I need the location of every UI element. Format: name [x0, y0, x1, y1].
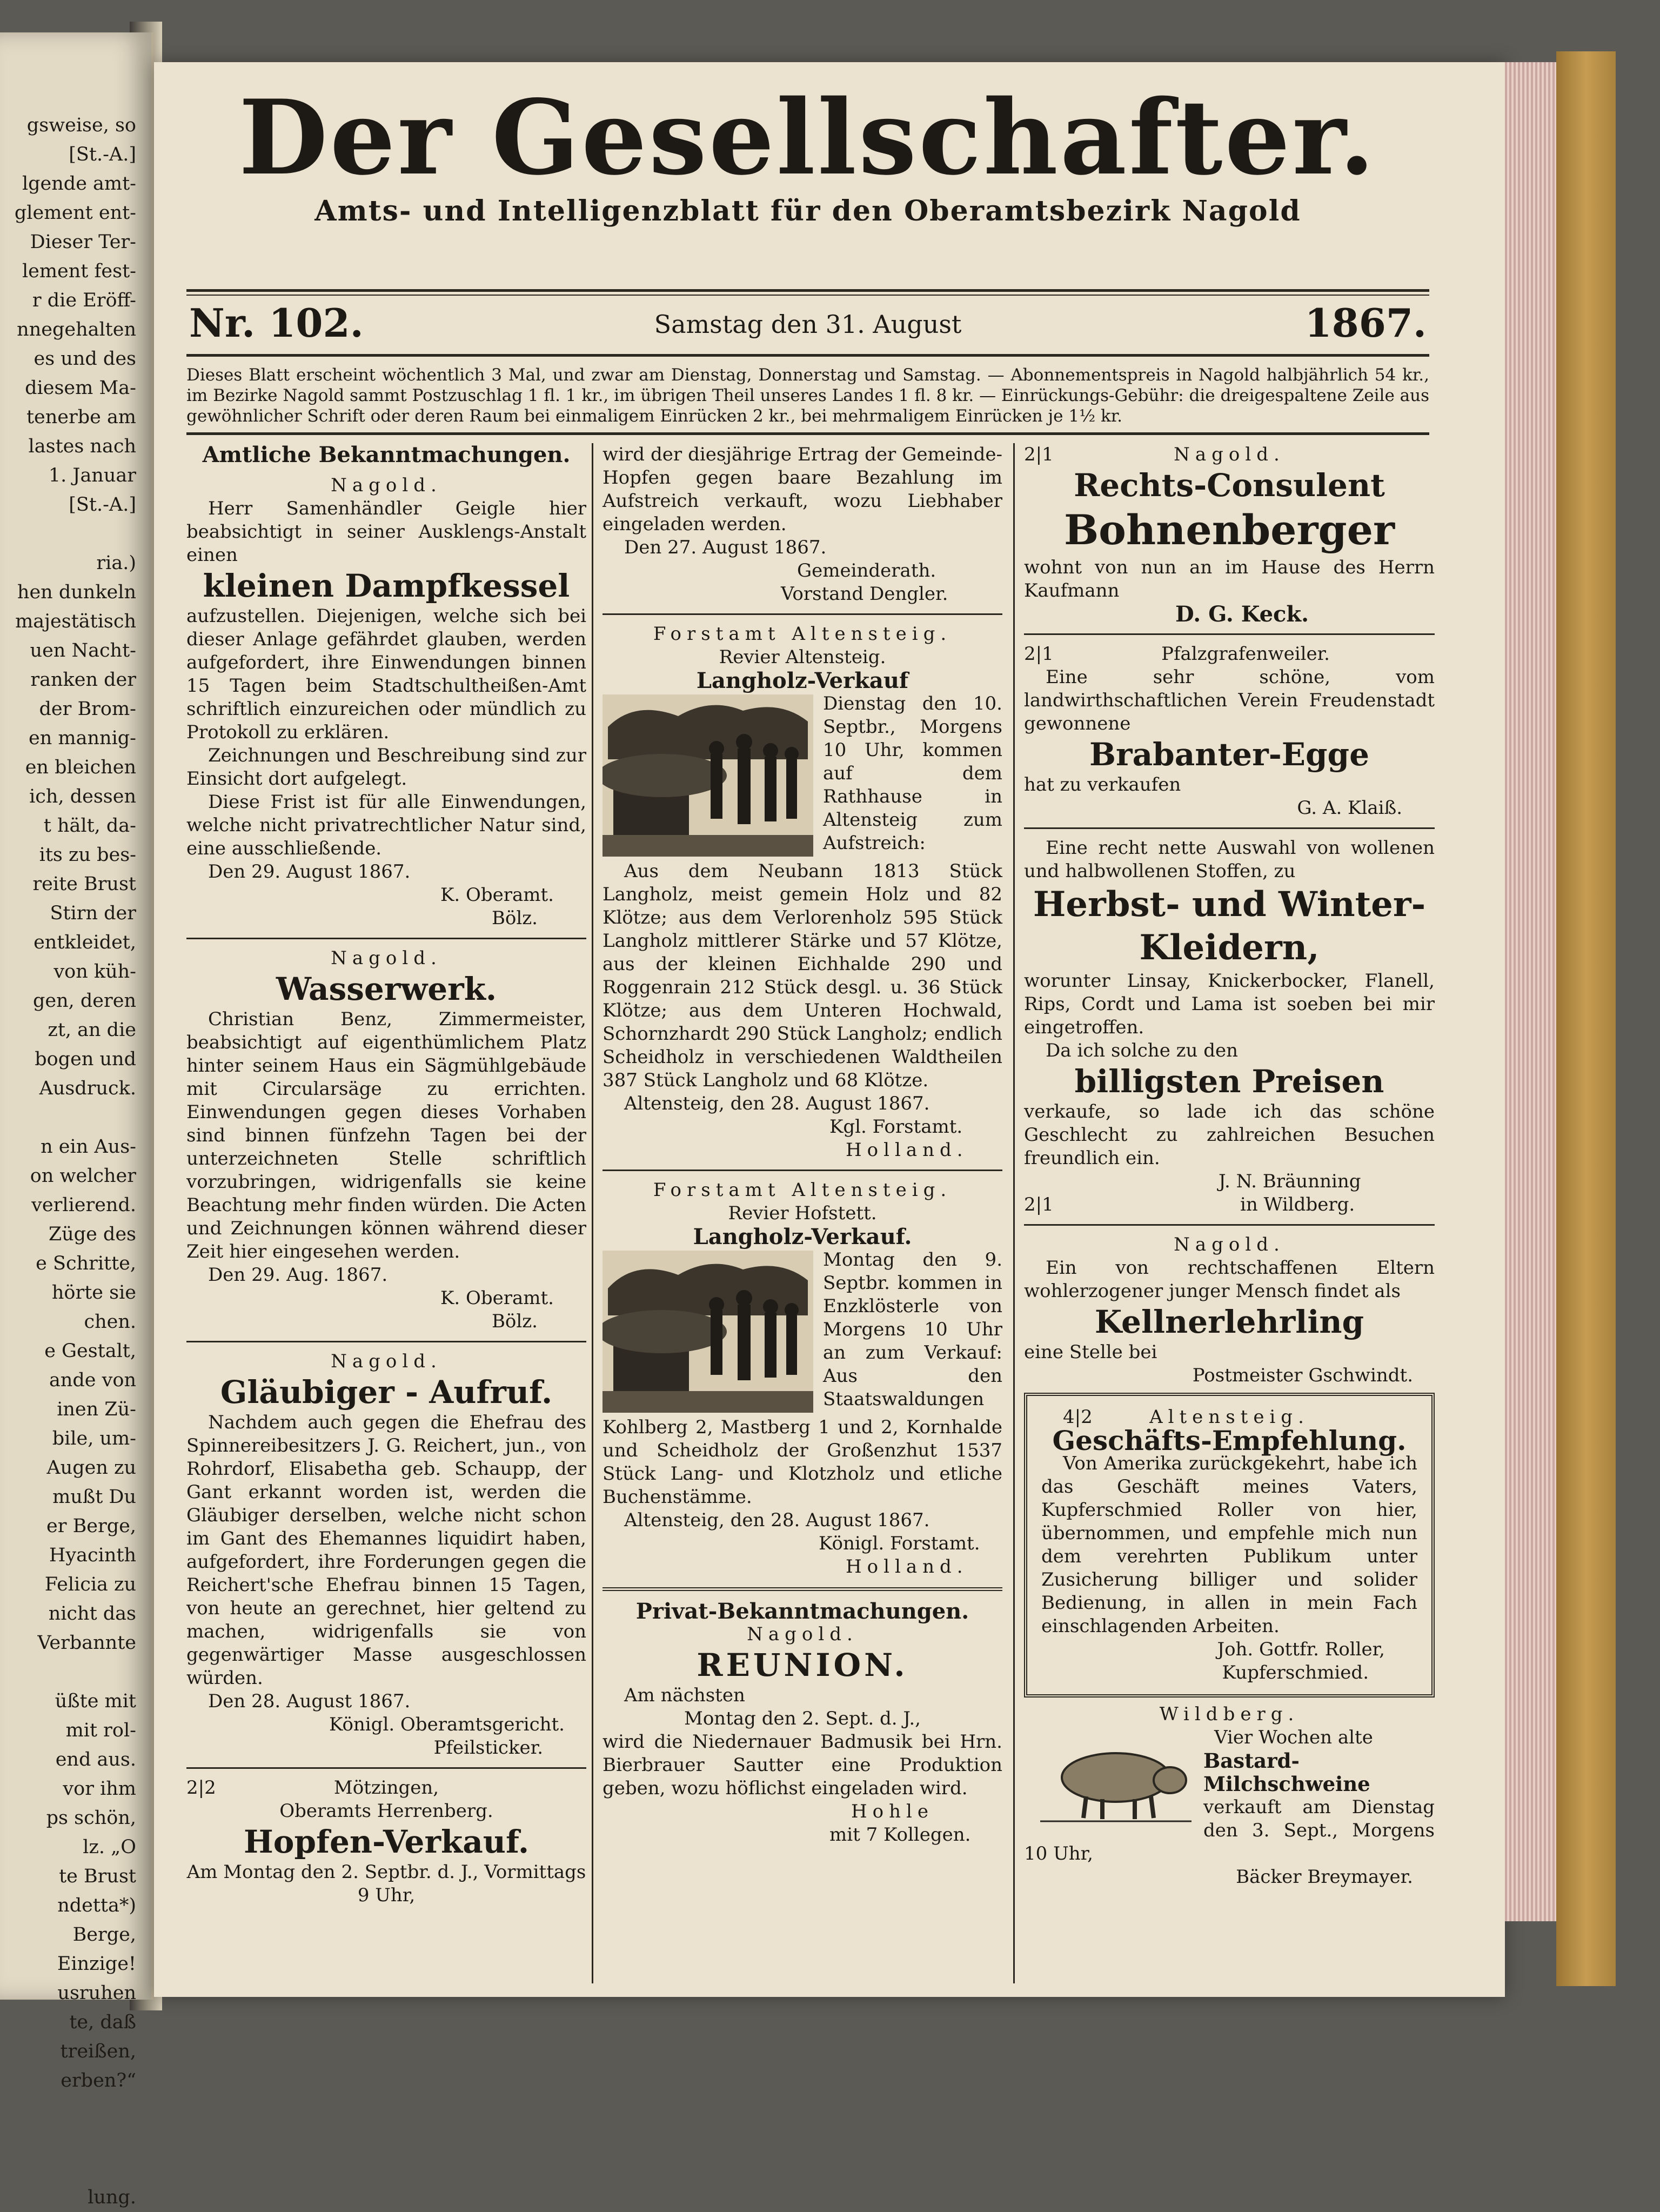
pig-illustration [1035, 1726, 1197, 1829]
ad-text: Am Montag den 2. Septbr. d. J., Vormittags 9 Uhr, [186, 1861, 586, 1906]
ad-text: Am nächsten [624, 1685, 745, 1706]
bordered-advertisement [1024, 1393, 1435, 1698]
ad-mark: 2|2 [186, 1777, 216, 1799]
left-page-line: reite Brust [32, 873, 136, 895]
left-page-line: ria.) [96, 552, 136, 574]
left-page-line: majestätisch [15, 611, 136, 632]
left-page-line: te Brust [59, 1866, 136, 1887]
left-page-line: te, daß [69, 2011, 136, 2033]
left-page-line: ranken der [30, 669, 136, 691]
left-page-line: bile, um- [52, 1428, 136, 1449]
ad-place: Forstamt Altensteig. [653, 1179, 952, 1201]
ad-headline: Bohnenberger [1063, 506, 1395, 554]
left-page-line: entkleidet, [34, 932, 136, 953]
ad-signature: Joh. Gottfr. Roller, [1217, 1639, 1385, 1660]
ad-signature: Königl. Forstamt. [819, 1533, 980, 1554]
ad-signature: Vorstand Dengler. [781, 583, 948, 605]
ad-place-sub: Oberamts Herrenberg. [279, 1800, 493, 1822]
ad-headline: Gläubiger - Aufruf. [220, 1374, 553, 1411]
ad-place-sub: Revier Hofstett. [728, 1202, 877, 1224]
ad-text: Montag den 2. Sept. d. J., [684, 1708, 921, 1729]
left-page-line: treißen, [60, 2041, 136, 2062]
left-page-line: ich, dessen [29, 786, 136, 807]
ad-headline: kleinen Dampfkessel [203, 567, 570, 604]
ad-text: Herr Samenhändler Geigle hier beabsichtigt in seiner Ausklengs-Anstalt einen [186, 498, 586, 566]
ad-signature: Gemeinderath. [797, 560, 936, 582]
ad-headline: Kellnerlehrling [1094, 1304, 1364, 1340]
ad-headline: Kleidern, [1139, 927, 1320, 968]
left-page-text [0, 111, 136, 2212]
ad-signature: K. Oberamt. [440, 1287, 554, 1309]
ad-text: worunter Linsay, Knickerbocker, Flanell, Rips, Cordt und Lama ist soeben bei mir eingetroffen. [1024, 970, 1435, 1038]
left-page-line: 1. Januar [48, 465, 136, 486]
left-page-line: en bleichen [25, 757, 136, 778]
left-page-line: usruhen [57, 1982, 136, 2004]
ad-text: hat zu verkaufen [1024, 774, 1181, 796]
left-page-line: gsweise, so [26, 115, 136, 136]
ad-signature: in Wildberg. [1240, 1194, 1355, 1215]
column-1 [186, 443, 586, 1907]
left-page-line: uen Nacht- [30, 640, 136, 661]
ad-signature: Kgl. Forstamt. [829, 1116, 963, 1138]
ad-headline: Langholz-Verkauf. [693, 1224, 912, 1249]
left-page-line: t hält, da- [43, 815, 136, 837]
ad-place: Nagold. [747, 1623, 858, 1645]
ad-text: wird die Niedernauer Badmusik bei Hrn. Bierbrauer Sautter eine Produktion geben, wozu höflichst eingeladen wird. [603, 1731, 1002, 1799]
left-page-line: r die Eröff- [32, 290, 136, 311]
subscription-notice: Dieses Blatt erscheint wöchentlich 3 Mal, und zwar am Dienstag, Donnerstag und Samstag. — Abonnementspreis in Nagold halbjährlich 54 kr., im Bezirke Nagold sammt Postzuschlag 1 fl. 1 kr., im übrigen Theil unseres Landes 1 fl. 8 kr. — Einrückungs-Gebühr: die dreigespaltene Zeile aus gewöhnlicher Schrift oder deren Raum bei einmaligem Einrücken 2 kr., bei mehrmaligem Einrücken je 1½ kr. [186, 365, 1429, 426]
left-page-line [0, 1658, 136, 1687]
left-page-line: lung. [88, 2187, 136, 2208]
ad-mark: 2|1 [1024, 643, 1054, 665]
ad-text: Da ich solche zu den [1046, 1040, 1239, 1061]
left-page-line: Dieser Ter- [30, 231, 136, 253]
left-page-line: zt, an die [48, 1019, 136, 1041]
left-page-line: vor ihm [63, 1778, 136, 1800]
left-page-line: hen dunkeln [17, 582, 136, 603]
ad-signature: Postmeister Gschwindt. [1192, 1365, 1413, 1386]
section-heading-private: Privat-Bekanntmachungen. [635, 1599, 969, 1624]
ad-signature: Königl. Oberamtsgericht. [329, 1714, 565, 1735]
left-page-line: [St.-A.] [69, 494, 136, 516]
ad-headline: Langholz-Verkauf [696, 668, 909, 693]
left-page-line: Stirn der [50, 903, 136, 924]
left-page-line: tenerbe am [26, 406, 136, 428]
ad-signature: J. N. Bräunning [1219, 1171, 1361, 1192]
left-page-line [0, 1103, 136, 1132]
ad-date: Altensteig, den 28. August 1867. [624, 1509, 930, 1531]
column-rule-1 [592, 443, 593, 1983]
ad-place: Nagold. [331, 475, 442, 496]
ad-place: Altensteig. [1149, 1406, 1309, 1428]
ad-signature: Bölz. [491, 907, 538, 929]
rule-notice [186, 432, 1429, 435]
ad-signature: Kupferschmied. [1222, 1662, 1369, 1683]
ad-text: aufzustellen. Diejenigen, welche sich bei dieser Anlage gefährdet glauben, werden aufgefordert, ihre Einwendungen binnen 15 Tagen beim Stadtschultheißen-Amt schriftlich einzureichen oder mündlich zu Protokoll zu erklären. [186, 605, 586, 743]
left-page-line: Ausdruck. [39, 1078, 136, 1099]
left-page-line: e Schritte, [36, 1253, 136, 1274]
ad-text: Von Amerika zurückgekehrt, habe ich das Geschäft meines Vaters, Kupferschmied Roller von hier, übernommen, und empfehle mich nun dem verehrten Publikum unter Zusicherung billiger und solider Bedienung, in allen in mein Fach einschlagenden Arbeiten. [1041, 1453, 1417, 1637]
left-page-line: der Brom- [39, 698, 136, 720]
ad-mark: 2|1 [1024, 444, 1054, 465]
ad-signature: mit 7 Kollegen. [829, 1824, 971, 1846]
left-page-line: [St.-A.] [69, 144, 136, 165]
issue-year: 1867. [1304, 300, 1427, 346]
ad-date: Altensteig, den 28. August 1867. [624, 1093, 930, 1114]
ad-place: Nagold. [331, 947, 442, 969]
newspaper-subtitle: Amts- und Intelligenzblatt für den Oberamtsbezirk Nagold [314, 195, 1301, 228]
left-page-line: lastes nach [28, 436, 136, 457]
left-page-line: Augen zu [46, 1457, 136, 1479]
ad-text: Montag den 9. Septbr. kommen in Enzklösterle von Morgens 10 Uhr an zum Verkauf: Aus den Staatswaldungen [823, 1249, 1002, 1410]
ad-mark: 2|1 [1024, 1194, 1054, 1215]
ad-name: D. G. Keck. [1175, 602, 1309, 627]
ad-text: Zeichnungen und Beschreibung sind zur Einsicht dort aufgelegt. [186, 745, 586, 790]
ad-place: Forstamt Altensteig. [653, 623, 952, 645]
left-page-line: ande von [49, 1369, 136, 1391]
left-page-line: its zu bes- [39, 844, 136, 866]
ad-headline: Wasserwerk. [276, 971, 497, 1007]
left-page-line: ndetta*) [57, 1895, 136, 1916]
ad-text: Diese Frist ist für alle Einwendungen, welche nicht privatrechtlicher Natur sind, eine ausschließende. [186, 791, 586, 859]
issue-date: Samstag den 31. August [654, 310, 962, 339]
woodcut-illustration [603, 1251, 813, 1413]
left-page-line: gen, deren [32, 990, 136, 1012]
left-page-line: n ein Aus- [41, 1136, 136, 1158]
ad-text: Vier Wochen alte [1214, 1727, 1373, 1748]
ad-signature: Hohle [851, 1801, 934, 1822]
column-3 [1024, 443, 1435, 1889]
rule-top [186, 289, 1429, 292]
dateline [186, 295, 1429, 346]
left-page-line [0, 2124, 136, 2154]
ad-place: Nagold. [331, 1351, 442, 1372]
left-page-line: bogen und [35, 1048, 136, 1070]
left-page-line: chen. [84, 1311, 136, 1333]
section-heading-official: Amtliche Bekanntmachungen. [202, 442, 571, 467]
left-page-line: end aus. [55, 1749, 136, 1770]
left-page-line [0, 2154, 136, 2183]
left-page-line: Felicia zu [44, 1574, 136, 1595]
ad-text: Eine sehr schöne, vom landwirthschaftlichen Verein Freudenstadt gewonnene [1024, 666, 1435, 734]
left-page-line: e Gestalt, [44, 1340, 136, 1362]
ad-signature: Holland. [846, 1139, 968, 1161]
ad-text: wird der diesjährige Ertrag der Gemeinde-Hopfen gegen baare Bezahlung im Aufstreich verkauft, wozu Liebhaber eingeladen werden. [603, 444, 1002, 535]
ad-date: Den 27. August 1867. [624, 537, 827, 558]
left-page-line: lz. „O [83, 1836, 136, 1858]
ad-headline: Rechts-Consulent [1074, 467, 1385, 504]
column-2 [603, 443, 1002, 1847]
left-page-line: er Berge, [46, 1515, 136, 1537]
left-page-line: Einzige! [57, 1953, 136, 1975]
ad-place: Nagold. [1174, 444, 1285, 465]
ad-signature: Pfeilsticker. [433, 1737, 543, 1759]
ad-text: Ein von rechtschaffenen Eltern wohlerzogener junger Mensch findet als [1024, 1257, 1435, 1302]
ad-headline: Brabanter-Egge [1089, 736, 1369, 773]
ad-text: eine Stelle bei [1024, 1341, 1157, 1363]
left-page-line: erben?“ [61, 2070, 136, 2091]
left-page-line: Verbannte [37, 1632, 136, 1654]
left-page-line: üßte mit [55, 1690, 136, 1712]
book-cover [1556, 51, 1616, 1986]
ad-place-sub: Revier Altensteig. [719, 646, 886, 668]
left-page-line: nnegehalten [17, 319, 136, 340]
ad-text: verkaufe, so lade ich das schöne Geschlecht zu zahlreichen Besuchen freundlich ein. [1024, 1101, 1435, 1169]
ad-date: Den 29. August 1867. [208, 861, 411, 883]
ad-place: Pfalzgrafenweiler. [1161, 643, 1330, 665]
ad-signature: G. A. Klaiß. [1297, 797, 1402, 819]
left-page-line: mußt Du [52, 1486, 136, 1508]
left-page-line: en mannig- [29, 727, 136, 749]
left-page-line: Züge des [48, 1224, 136, 1245]
ad-place: Mötzingen, [333, 1777, 439, 1799]
ad-text: Kohlberg 2, Mastberg 1 und 2, Kornhalde und Scheidholz der Großenzhut 1537 Stück Lang- und Klotzholz und etliche Buchenstämme. [603, 1416, 1002, 1508]
ad-text: verkauft am Dienstag den 3. Sept., Morgens 10 Uhr, [1024, 1796, 1435, 1865]
left-page-line: ps schön, [46, 1807, 136, 1829]
ad-date: Den 28. August 1867. [208, 1690, 411, 1712]
ad-text: Aus dem Neubann 1813 Stück Langholz, meist gemein Holz und 82 Klötze; aus dem Verlorenholz 595 Stück Langholz mittlerer Stärke und 57 Klötze, aus der kleinen Eichhalde 290 und Roggenrain 212 Stück desgl. u. 36 Stück Klötze; aus dem Unteren Hochwald, Schornzhardt 290 Stück Langholz; endlich Scheidholz in verschiedenen Waldtheilen 387 Stück Langholz und 68 Klötze. [603, 860, 1002, 1091]
column-rule-2 [1013, 443, 1015, 1983]
left-page-line: glement ent- [14, 202, 136, 224]
ad-signature: Holland. [846, 1556, 968, 1578]
left-page-line: es und des [34, 348, 136, 370]
newspaper-title: Der Gesellschafter. [238, 77, 1377, 198]
ad-text: Eine recht nette Auswahl von wollenen und halbwollenen Stoffen, zu [1024, 837, 1435, 882]
ad-date: Den 29. Aug. 1867. [208, 1264, 388, 1286]
rule-dateline [186, 354, 1429, 357]
ad-signature: Bäcker Breymayer. [1236, 1866, 1413, 1888]
woodcut-illustration [603, 694, 813, 857]
ad-headline: Herbst- und Winter- [1033, 884, 1426, 925]
left-page-line: lgende amt- [22, 173, 136, 195]
ad-place: Nagold. [1174, 1234, 1285, 1255]
page-edges [1505, 62, 1556, 1921]
ad-place: Wildberg. [1159, 1703, 1300, 1725]
ad-headline: Geschäfts-Empfehlung. [1052, 1425, 1407, 1456]
ad-signature: Bölz. [491, 1311, 538, 1332]
ad-text: Christian Benz, Zimmermeister, beabsichtigt auf eigenthümlichem Platz hinter seinem Haus ein Sägmühlgebäude mit Circularsäge zu errichten. Einwendungen gegen dieses Vorhaben sind binnen fünfzehn Tagen bei der unterzeichneten Stelle schriftlich vorzubringen, widrigenfalls sie keine Beachtung mehr finden würden. Die Acten und Zeichnungen können während dieser Zeit hier eingesehen werden. [186, 1008, 586, 1262]
issue-number: Nr. 102. [189, 300, 364, 346]
left-page-line: mit rol- [65, 1720, 136, 1741]
left-page-line: nicht das [48, 1603, 136, 1625]
left-page-line: von küh- [53, 961, 136, 983]
ad-text: Dienstag den 10. Septbr., Morgens 10 Uhr, kommen auf dem Rathhause in Altensteig zum Aufstreich: [823, 693, 1002, 854]
ad-text: wohnt von nun an im Hause des Herrn Kaufmann [1024, 557, 1435, 602]
ad-headline: REUNION. [697, 1647, 908, 1683]
ad-headline: billigsten Preisen [1074, 1063, 1384, 1100]
ad-text: Nachdem auch gegen die Ehefrau des Spinnereibesitzers J. G. Reichert, jun., von Rohrdorf, Elisabetha geb. Schaupp, der Gant erkannt worden ist, werden die Gläubiger derselben, welche nicht schon im Gant des Ehemannes liquidirt haben, aufgefordert, ihre Forderungen gegen die Reichert'sche Ehefrau binnen 15 Tagen, von heute an gerechnet, hier geltend zu machen, widrigenfalls sie von gegenwärtiger Masse ausgeschlossen würden. [186, 1412, 586, 1689]
left-page-line: inen Zü- [57, 1399, 136, 1420]
left-page-line: diesem Ma- [25, 377, 136, 399]
left-page-line: verlierend. [31, 1194, 136, 1216]
left-page-line: hörte sie [51, 1282, 136, 1304]
ad-headline: Bastard-Milchschweine [1203, 1749, 1370, 1796]
left-page-line: Hyacinth [49, 1545, 136, 1566]
ad-signature: K. Oberamt. [440, 884, 554, 906]
left-page-line: Berge, [72, 1924, 136, 1946]
left-page-line [0, 2095, 136, 2124]
ad-headline: Hopfen-Verkauf. [243, 1823, 530, 1860]
left-page-line: on welcher [30, 1165, 136, 1187]
masthead [186, 77, 1429, 228]
left-page-line: lement fest- [22, 260, 136, 282]
ad-mark: 4|2 [1063, 1406, 1093, 1428]
left-page-line [0, 519, 136, 549]
